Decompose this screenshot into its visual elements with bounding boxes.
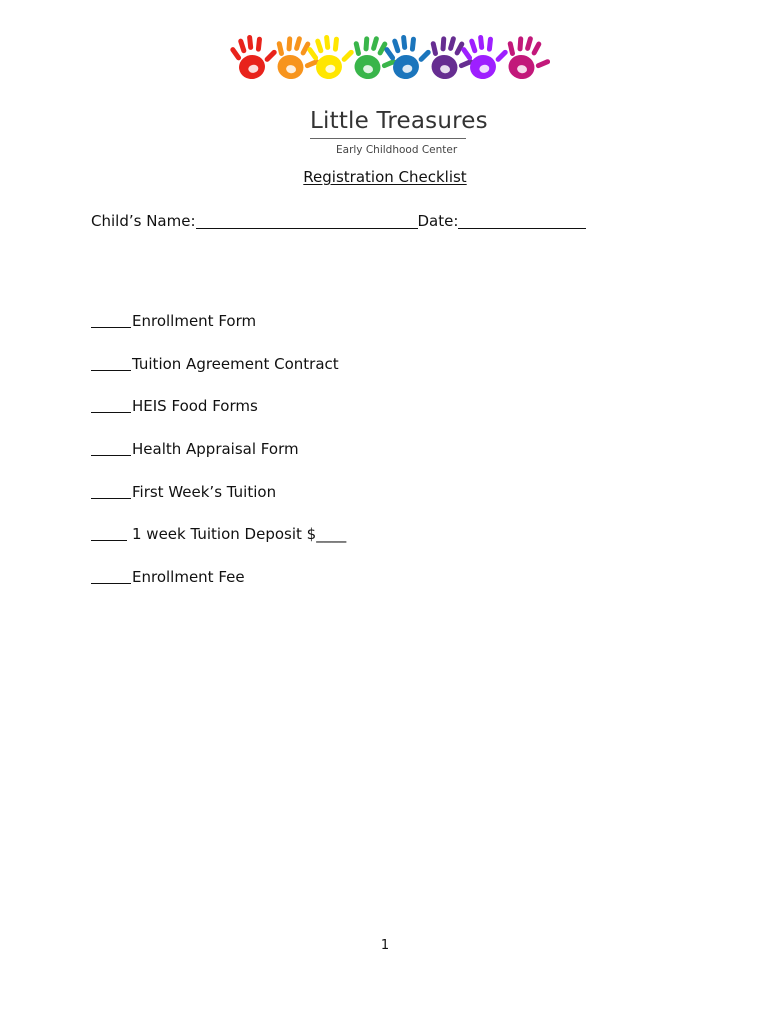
logo bbox=[230, 22, 550, 156]
date-label: Date: bbox=[417, 212, 459, 230]
logo-subtitle: Early Childhood Center bbox=[336, 144, 458, 156]
checkbox-line[interactable] bbox=[91, 356, 131, 371]
hand-icon bbox=[382, 31, 436, 83]
logo-divider bbox=[310, 138, 466, 139]
handprints-icon bbox=[230, 22, 550, 92]
checklist-item bbox=[91, 568, 346, 611]
checklist-item-label: Enrollment Form bbox=[132, 312, 257, 330]
checkbox-line[interactable] bbox=[91, 313, 131, 328]
checklist-item bbox=[91, 397, 346, 440]
checklist-item-label: HEIS Food Forms bbox=[132, 397, 258, 416]
checklist-item-label: First Week’s Tuition bbox=[132, 482, 277, 501]
checklist-item-label: Health Appraisal Form bbox=[132, 440, 299, 459]
checklist-item bbox=[91, 440, 346, 483]
checkbox-line[interactable] bbox=[91, 398, 131, 413]
checkbox-line[interactable] bbox=[91, 569, 131, 584]
checklist bbox=[91, 312, 346, 611]
checklist-item bbox=[91, 355, 346, 398]
child-name-field[interactable] bbox=[196, 212, 418, 229]
page-number: 1 bbox=[380, 938, 390, 953]
checkbox-line[interactable] bbox=[91, 441, 131, 456]
hand-icon bbox=[459, 31, 513, 83]
checklist-item-label: 1 week Tuition Deposit $____ bbox=[132, 525, 347, 544]
checkbox-line[interactable] bbox=[91, 484, 131, 499]
checkbox-line[interactable] bbox=[91, 526, 127, 541]
date-field[interactable] bbox=[458, 212, 586, 229]
checklist-item-label: Enrollment Fee bbox=[132, 568, 245, 587]
logo-title: Little Treasures bbox=[310, 108, 488, 134]
hand-icon bbox=[500, 32, 550, 85]
checklist-item bbox=[91, 525, 346, 568]
hand-icon bbox=[230, 31, 282, 83]
hand-icon bbox=[305, 31, 359, 83]
page-title: Registration Checklist bbox=[303, 168, 467, 186]
checklist-item-label: Tuition Agreement Contract bbox=[132, 354, 339, 373]
child-name-date-row bbox=[91, 212, 586, 230]
child-name-label: Child’s Name: bbox=[91, 212, 196, 230]
checklist-item bbox=[91, 483, 346, 526]
checklist-item bbox=[91, 312, 346, 355]
